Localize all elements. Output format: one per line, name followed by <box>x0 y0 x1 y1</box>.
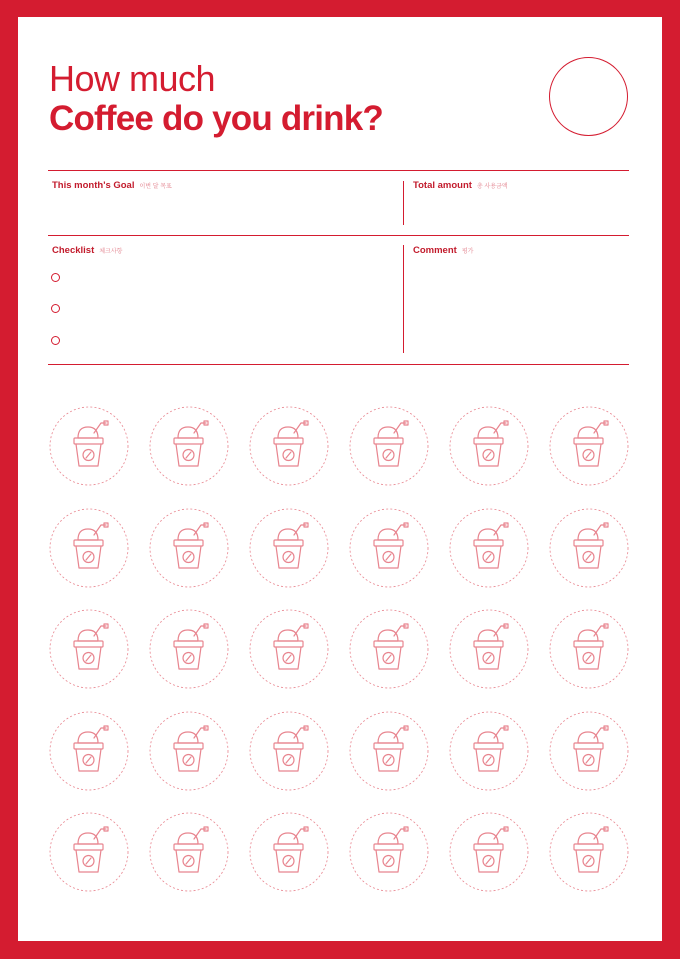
coffee-cup-icon <box>148 811 230 893</box>
coffee-cup-icon <box>248 405 330 487</box>
coffee-cup-slot-1[interactable] <box>48 405 130 487</box>
coffee-cup-icon <box>448 608 530 690</box>
checklist-label: Checklist 체크사항 <box>52 245 123 256</box>
coffee-cup-icon <box>148 710 230 792</box>
coffee-cup-slot-25[interactable] <box>48 811 130 893</box>
coffee-cup-icon <box>548 811 630 893</box>
coffee-cup-icon <box>148 608 230 690</box>
coffee-cup-slot-6[interactable] <box>548 405 630 487</box>
comment-sub-label: 평가 <box>461 249 474 255</box>
divider-vertical-1 <box>403 181 404 225</box>
coffee-cup-slot-23[interactable] <box>448 710 530 792</box>
divider-top <box>48 170 629 171</box>
coffee-cup-slot-7[interactable] <box>48 507 130 589</box>
coffee-cup-slot-27[interactable] <box>248 811 330 893</box>
checklist-sub-label: 체크사항 <box>99 249 123 255</box>
stamp-circle[interactable] <box>549 57 628 136</box>
coffee-cup-slot-30[interactable] <box>548 811 630 893</box>
coffee-cup-icon <box>248 710 330 792</box>
coffee-cup-slot-24[interactable] <box>548 710 630 792</box>
checklist-checkbox-3[interactable] <box>51 336 60 345</box>
coffee-cup-icon <box>148 507 230 589</box>
title-line-1: How much <box>49 58 216 99</box>
coffee-cup-slot-18[interactable] <box>548 608 630 690</box>
coffee-cup-slot-21[interactable] <box>248 710 330 792</box>
coffee-cup-slot-12[interactable] <box>548 507 630 589</box>
tracker-sheet <box>18 17 662 941</box>
coffee-cup-slot-4[interactable] <box>348 405 430 487</box>
coffee-cup-icon <box>548 710 630 792</box>
coffee-cup-slot-22[interactable] <box>348 710 430 792</box>
checklist-checkbox-1[interactable] <box>51 273 60 282</box>
coffee-cup-icon <box>48 811 130 893</box>
total-amount-label: Total amount 총 사용금액 <box>413 180 508 191</box>
coffee-cup-icon <box>348 811 430 893</box>
coffee-cup-slot-10[interactable] <box>348 507 430 589</box>
coffee-cup-slot-15[interactable] <box>248 608 330 690</box>
coffee-cup-icon <box>448 811 530 893</box>
coffee-cup-slot-5[interactable] <box>448 405 530 487</box>
checklist-checkbox-2[interactable] <box>51 304 60 313</box>
coffee-cup-icon <box>248 608 330 690</box>
coffee-cup-slot-9[interactable] <box>248 507 330 589</box>
coffee-cup-icon <box>348 507 430 589</box>
coffee-cup-icon <box>448 507 530 589</box>
coffee-cup-icon <box>48 710 130 792</box>
coffee-cup-slot-16[interactable] <box>348 608 430 690</box>
coffee-cup-slot-20[interactable] <box>148 710 230 792</box>
coffee-cup-icon <box>548 608 630 690</box>
divider-middle <box>48 235 629 236</box>
coffee-cup-slot-3[interactable] <box>248 405 330 487</box>
coffee-cup-icon <box>148 405 230 487</box>
goal-sub-label: 이번 달 목표 <box>139 184 172 190</box>
coffee-cup-icon <box>248 811 330 893</box>
coffee-cup-icon <box>48 608 130 690</box>
coffee-cup-icon <box>448 710 530 792</box>
coffee-cup-icon <box>248 507 330 589</box>
coffee-cup-icon <box>548 507 630 589</box>
coffee-cup-icon <box>548 405 630 487</box>
coffee-cup-icon <box>348 405 430 487</box>
divider-bottom <box>48 364 629 365</box>
coffee-cup-slot-26[interactable] <box>148 811 230 893</box>
coffee-cup-icon <box>348 608 430 690</box>
goal-label: This month's Goal 이번 달 목표 <box>52 180 172 191</box>
coffee-cup-icon <box>348 710 430 792</box>
comment-label: Comment 평가 <box>413 245 474 256</box>
coffee-cup-slot-29[interactable] <box>448 811 530 893</box>
divider-vertical-2 <box>403 245 404 353</box>
coffee-cup-slot-14[interactable] <box>148 608 230 690</box>
coffee-cup-icon <box>448 405 530 487</box>
coffee-cup-slot-13[interactable] <box>48 608 130 690</box>
coffee-cup-slot-8[interactable] <box>148 507 230 589</box>
coffee-cup-slot-28[interactable] <box>348 811 430 893</box>
coffee-cup-slot-17[interactable] <box>448 608 530 690</box>
total-amount-sub-label: 총 사용금액 <box>476 184 508 190</box>
coffee-cup-slot-11[interactable] <box>448 507 530 589</box>
title-line-2: Coffee do you drink? <box>49 99 384 138</box>
coffee-cup-slot-2[interactable] <box>148 405 230 487</box>
coffee-cup-icon <box>48 507 130 589</box>
coffee-cup-slot-19[interactable] <box>48 710 130 792</box>
coffee-cup-icon <box>48 405 130 487</box>
